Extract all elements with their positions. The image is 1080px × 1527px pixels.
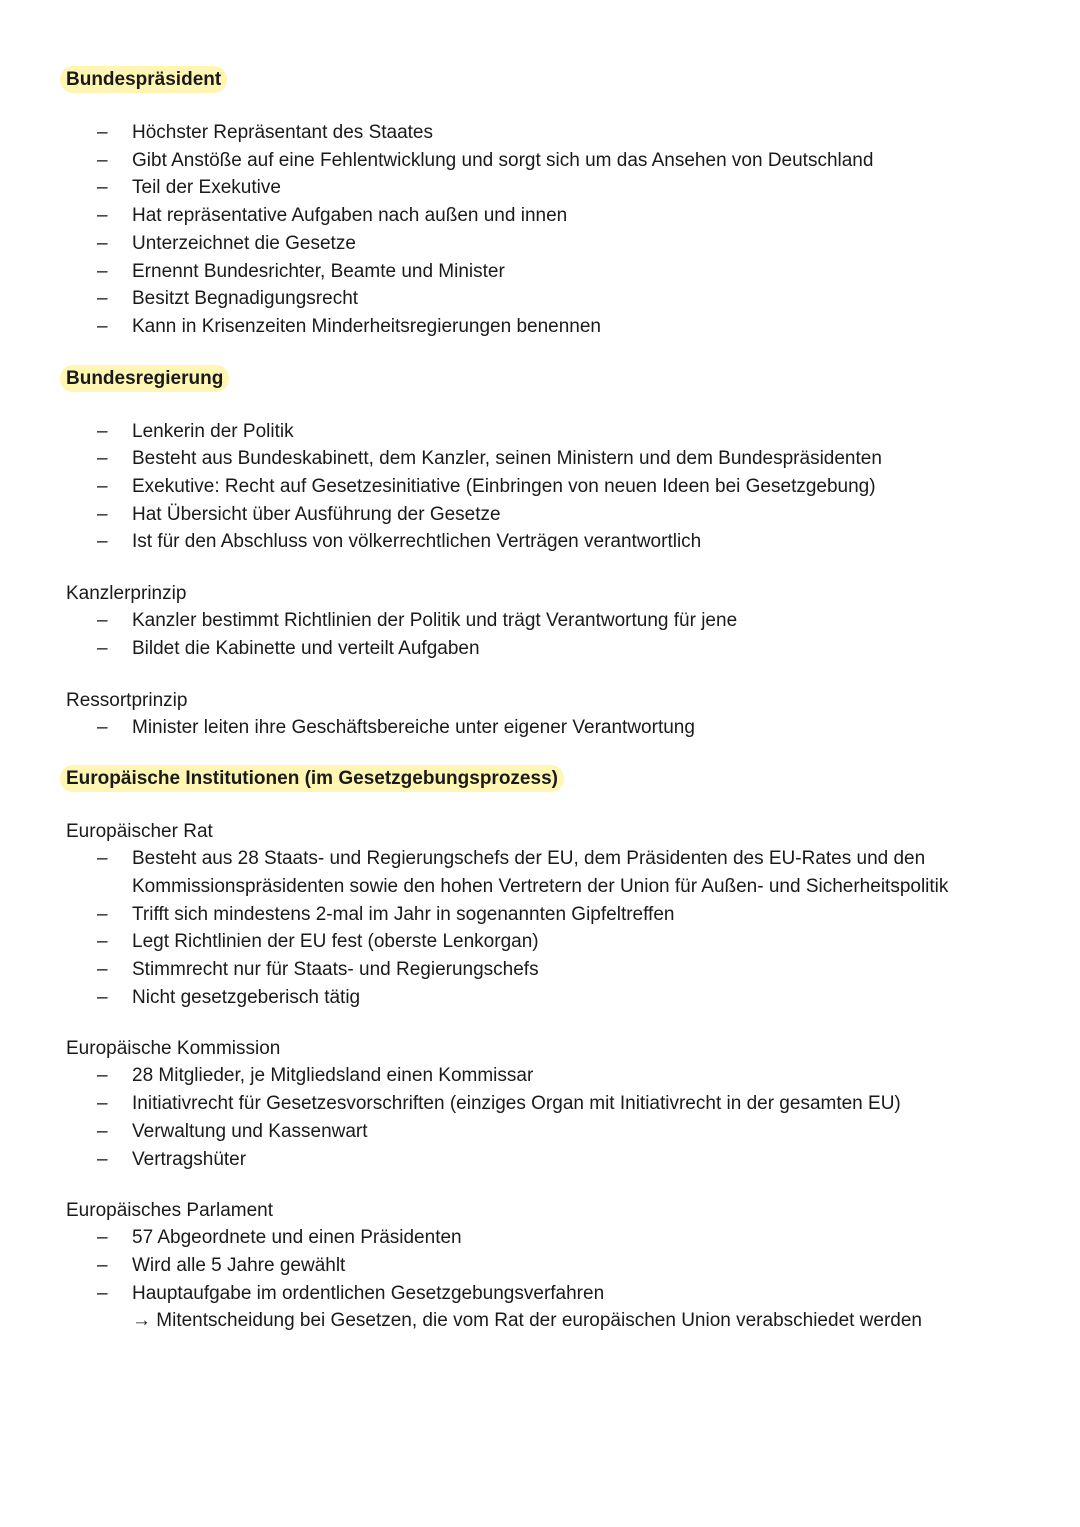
section-eu (66, 765, 1026, 1335)
list-item: – Trifft sich mindestens 2-mal im Jahr in sogenannten Gipfeltreffen (66, 901, 1026, 929)
bullet-dash: – (97, 1227, 108, 1249)
bullet-dash: – (97, 610, 108, 632)
list-kanzlerprinzip (66, 607, 1026, 662)
list-item: – Unterzeichnet die Gesetze (66, 230, 1026, 258)
subheading-europaeischer-rat: Europäischer Rat (66, 821, 213, 843)
bullet-dash: – (97, 149, 108, 171)
subheading-kanzlerprinzip: Kanzlerprinzip (66, 583, 187, 605)
subheading-ressortprinzip: Ressortprinzip (66, 689, 188, 711)
list-item: – Besitzt Begnadigungsrecht (66, 285, 1026, 313)
bullet-dash: – (97, 288, 108, 310)
bullet-dash: – (97, 1282, 108, 1304)
list-item: – Initiativrecht für Gesetzesvorschriften (einziges Organ mit Initiativrecht in der gesamten EU) (66, 1090, 1026, 1118)
list-item: – 28 Mitglieder, je Mitgliedsland einen Kommissar (66, 1062, 1026, 1090)
list-item: – 57 Abgeordnete und einen Präsidenten (66, 1224, 1026, 1252)
arrow-note: → Mitentscheidung bei Gesetzen, die vom Rat der europäischen Union verabschiedet werden (132, 1310, 923, 1332)
subsection-europaeischer-rat (66, 818, 1026, 1011)
bullet-dash: – (97, 1093, 108, 1115)
bullet-dash: – (97, 637, 108, 659)
subsection-ressortprinzip (66, 687, 1026, 742)
list-item: – Nicht gesetzgeberisch tätig (66, 984, 1026, 1012)
bullet-dash: – (97, 1254, 108, 1276)
list-europaeischer-rat (66, 845, 1026, 1011)
list-item: – Hauptaufgabe im ordentlichen Gesetzgebungsverfahren → Mitentscheidung bei Gesetzen, die vom Rat der europäischen Union verabschiedet werden (66, 1280, 1026, 1335)
bullet-dash: – (97, 716, 108, 738)
heading-bundesregierung: Bundesregierung (60, 365, 229, 392)
subsection-kanzlerprinzip (66, 580, 1026, 662)
subheading-europaeisches-parlament: Europäisches Parlament (66, 1200, 273, 1222)
bullet-dash: – (97, 848, 108, 870)
bullet-dash: – (97, 1065, 108, 1087)
bullet-dash: – (97, 986, 108, 1008)
list-bundesregierung (66, 418, 1026, 557)
bullet-dash: – (97, 903, 108, 925)
bullet-dash: – (97, 448, 108, 470)
bullet-dash: – (97, 315, 108, 337)
document-page (66, 66, 1026, 1335)
bullet-dash: – (97, 260, 108, 282)
bullet-dash: – (97, 931, 108, 953)
section-bundesregierung (66, 365, 1026, 742)
list-item: – Minister leiten ihre Geschäftsbereiche unter eigener Verantwortung (66, 714, 1026, 742)
list-item: – Legt Richtlinien der EU fest (oberste Lenkorgan) (66, 928, 1026, 956)
bullet-dash: – (97, 1120, 108, 1142)
list-europaeische-kommission (66, 1062, 1026, 1173)
bullet-dash: – (97, 476, 108, 498)
subsection-europaeisches-parlament (66, 1197, 1026, 1335)
list-item: – Ernennt Bundesrichter, Beamte und Minister (66, 258, 1026, 286)
heading-bundespraesident: Bundespräsident (60, 66, 227, 93)
list-item: – Besteht aus 28 Staats- und Regierungschefs der EU, dem Präsidenten des EU-Rates und den Kommissionspräsidenten sowie den hohen Vertretern der Union für Außen- und Sicherheitspolitik (66, 845, 1026, 900)
list-europaeisches-parlament (66, 1224, 1026, 1335)
list-item: – Besteht aus Bundeskabinett, dem Kanzler, seinen Ministern und dem Bundespräsidenten (66, 445, 1026, 473)
list-item: – Verwaltung und Kassenwart (66, 1118, 1026, 1146)
list-item: – Lenkerin der Politik (66, 418, 1026, 446)
list-item: – Kann in Krisenzeiten Minderheitsregierungen benennen (66, 313, 1026, 341)
bullet-dash: – (97, 205, 108, 227)
subheading-europaeische-kommission: Europäische Kommission (66, 1038, 281, 1060)
heading-eu: Europäische Institutionen (im Gesetzgebungsprozess) (60, 765, 564, 792)
bullet-dash: – (97, 177, 108, 199)
section-bundespraesident (66, 66, 1026, 341)
list-item: – Exekutive: Recht auf Gesetzesinitiative (Einbringen von neuen Ideen bei Gesetzgebung) (66, 473, 1026, 501)
subsection-europaeische-kommission (66, 1035, 1026, 1173)
list-item: – Teil der Exekutive (66, 174, 1026, 202)
bullet-dash: – (97, 531, 108, 553)
list-item: – Hat Übersicht über Ausführung der Gesetze (66, 501, 1026, 529)
list-item: – Höchster Repräsentant des Staates (66, 119, 1026, 147)
list-item: – Hat repräsentative Aufgaben nach außen und innen (66, 202, 1026, 230)
list-item: – Stimmrecht nur für Staats- und Regierungschefs (66, 956, 1026, 984)
bullet-dash: – (97, 232, 108, 254)
list-bundespraesident (66, 119, 1026, 341)
bullet-dash: – (97, 959, 108, 981)
bullet-dash: – (97, 503, 108, 525)
list-ressortprinzip (66, 714, 1026, 742)
bullet-dash: – (97, 122, 108, 143)
bullet-dash: – (97, 420, 108, 442)
list-item: – Ist für den Abschluss von völkerrechtlichen Verträgen verantwortlich (66, 528, 1026, 556)
bullet-dash: – (97, 1148, 108, 1170)
list-item: – Wird alle 5 Jahre gewählt (66, 1252, 1026, 1280)
list-item: – Gibt Anstöße auf eine Fehlentwicklung und sorgt sich um das Ansehen von Deutschland (66, 147, 1026, 175)
list-item: – Bildet die Kabinette und verteilt Aufgaben (66, 635, 1026, 663)
list-item: – Vertragshüter (66, 1146, 1026, 1174)
list-item: – Kanzler bestimmt Richtlinien der Politik und trägt Verantwortung für jene (66, 607, 1026, 635)
